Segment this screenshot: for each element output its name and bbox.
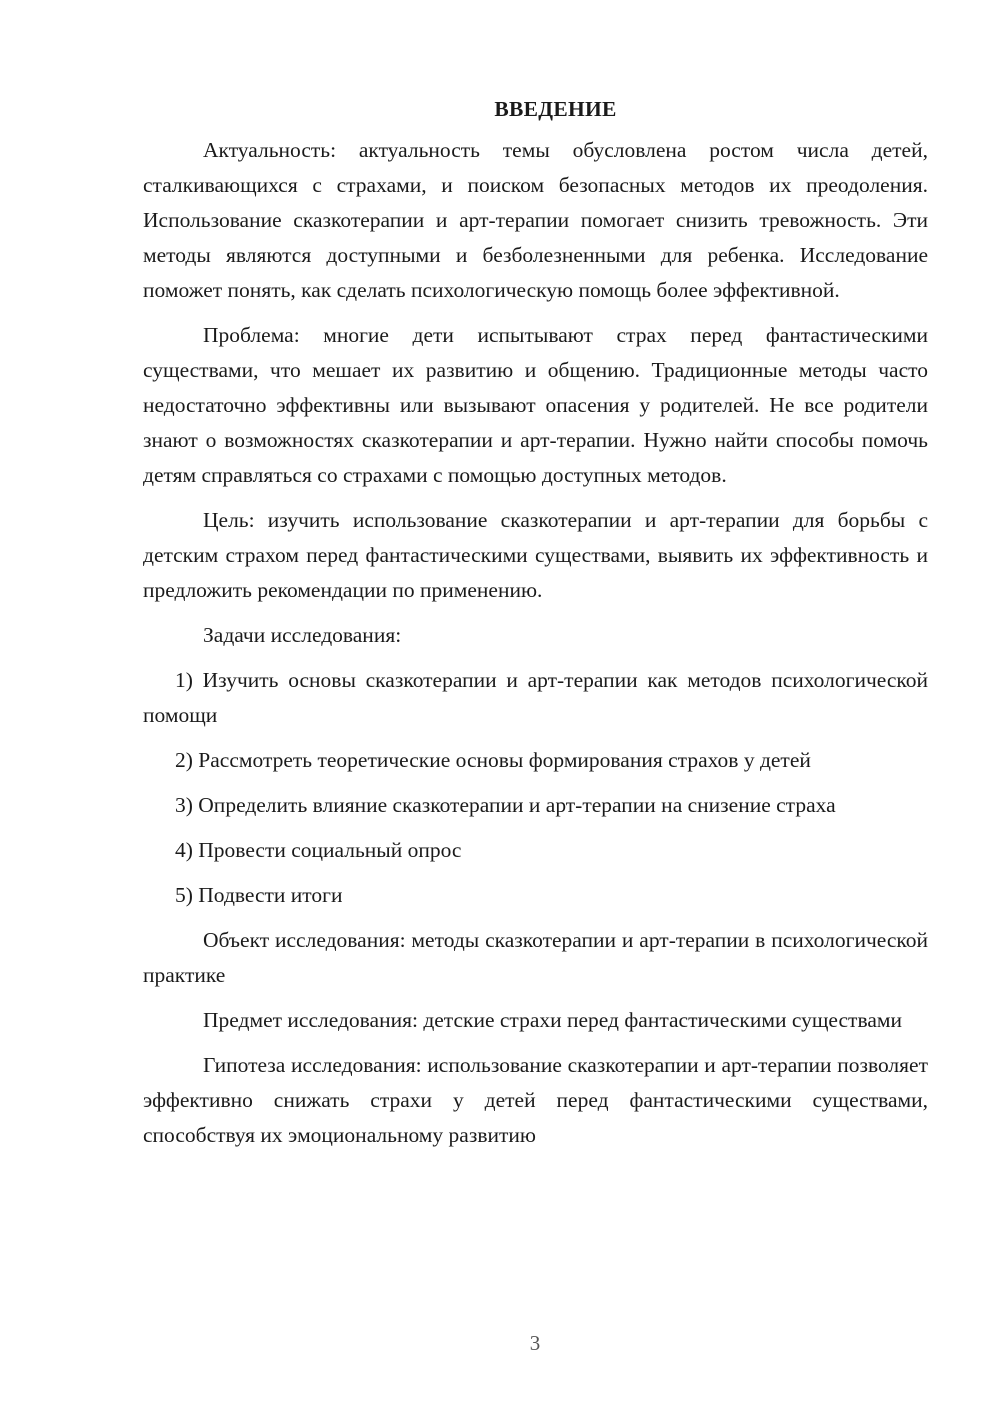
paragraph-subject: Предмет исследования: детские страхи перед фантастическими существами (203, 1008, 902, 1032)
paragraph-object: Объект исследования: методы сказкотерапии и арт-терапии в психологической практике (143, 928, 928, 987)
task-item-5: 5) Подвести итоги (175, 883, 343, 907)
tasks-heading: Задачи исследования: (203, 623, 402, 647)
task-item-4: 4) Провести социальный опрос (175, 838, 462, 862)
paragraph-relevance: Актуальность: актуальность темы обусловлена ростом числа детей, сталкивающихся с страхами, и поиском безопасных методов их преодоления. Использование сказкотерапии и арт-терапии помогает снизить тревожность. Эти методы являются доступными и безболезненными для ребенка. Исследование поможет понять, как сделать психологическую помощь более эффективной. (143, 138, 928, 302)
task-item-2: 2) Рассмотреть теоретические основы формирования страхов у детей (175, 748, 811, 772)
task-item-1: 1) Изучить основы сказкотерапии и арт-терапии как методов психологической помощи (143, 668, 928, 727)
paragraph-goal: Цель: изучить использование сказкотерапии и арт-терапии для борьбы с детским страхом перед фантастическими существами, выявить их эффективность и предложить рекомендации по применению. (143, 508, 928, 602)
page-title: ВВЕДЕНИЕ (494, 97, 617, 121)
paragraph-hypothesis: Гипотеза исследования: использование сказкотерапии и арт-терапии позволяет эффективно снижать страхи у детей перед фантастическими существами, способствуя их эмоциональному развитию (143, 1053, 928, 1147)
page-number: 3 (529, 1331, 541, 1355)
page-content (143, 92, 928, 1163)
task-item-3: 3) Определить влияние сказкотерапии и арт-терапии на снизение страха (175, 793, 836, 817)
paragraph-problem: Проблема: многие дети испытывают страх перед фантастическими существами, что мешает их развитию и общению. Традиционные методы часто недостаточно эффективны или вызывают опасения у родителей. Не все родители знают о возможностях сказкотерапии и арт-терапии. Нужно найти способы помочь детям справляться со страхами с помощью доступных методов. (143, 323, 928, 487)
